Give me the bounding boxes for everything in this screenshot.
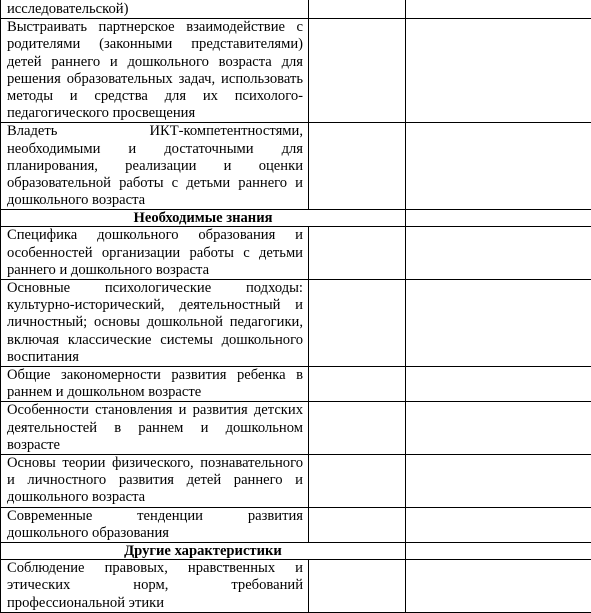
table-row bbox=[1, 280, 591, 367]
section-header: Необходимые знания bbox=[1, 210, 406, 227]
empty-cell bbox=[309, 227, 406, 280]
table-row bbox=[1, 402, 591, 455]
requirement-cell: Особенности становления и развития детских деятельностей в раннем и дошкольном возрасте bbox=[1, 402, 309, 455]
requirement-cell: Специфика дошкольного образования и особенностей организации работы с детьми раннего и дошкольного возраста bbox=[1, 227, 309, 280]
table-row bbox=[1, 507, 591, 542]
requirement-cell: Выстраивать партнерское взаимодействие с родителями (законными представителями) детей раннего и дошкольного возраста для решения образовательных задач, использовать методы и средства для их психолого-педагогического просвещения bbox=[1, 19, 309, 123]
empty-cell bbox=[406, 123, 591, 210]
section-header-row bbox=[1, 543, 591, 560]
empty-cell bbox=[406, 0, 591, 19]
empty-cell bbox=[309, 123, 406, 210]
empty-cell bbox=[309, 560, 406, 613]
empty-cell bbox=[406, 560, 591, 613]
table-row bbox=[1, 560, 591, 613]
empty-cell bbox=[406, 367, 591, 402]
empty-cell bbox=[309, 280, 406, 367]
requirement-cell: исследовательской) bbox=[1, 0, 309, 19]
empty-cell bbox=[406, 543, 591, 560]
table-row bbox=[1, 227, 591, 280]
table-row bbox=[1, 0, 591, 19]
empty-cell bbox=[406, 227, 591, 280]
empty-cell bbox=[309, 19, 406, 123]
empty-cell bbox=[309, 0, 406, 19]
requirement-cell: Современные тенденции развития дошкольного образования bbox=[1, 507, 309, 542]
table-row bbox=[1, 455, 591, 508]
empty-cell bbox=[406, 455, 591, 508]
empty-cell bbox=[309, 367, 406, 402]
empty-cell bbox=[406, 402, 591, 455]
empty-cell bbox=[406, 19, 591, 123]
table-row bbox=[1, 367, 591, 402]
requirement-cell: Соблюдение правовых, нравственных и этических норм, требований профессиональной этики bbox=[1, 560, 309, 613]
requirement-cell: Основы теории физического, познавательного и личностного развития детей раннего и дошкольного возраста bbox=[1, 455, 309, 508]
empty-cell bbox=[406, 280, 591, 367]
empty-cell bbox=[406, 210, 591, 227]
requirement-cell: Основные психологические подходы: культурно-исторический, деятельностный и личностный; основы дошкольной педагогики, включая классические системы дошкольного воспитания bbox=[1, 280, 309, 367]
requirement-cell: Общие закономерности развития ребенка в раннем и дошкольном возрасте bbox=[1, 367, 309, 402]
empty-cell bbox=[309, 455, 406, 508]
empty-cell bbox=[309, 507, 406, 542]
section-header: Другие характеристики bbox=[1, 543, 406, 560]
table-row bbox=[1, 19, 591, 123]
requirement-cell: Владеть ИКТ-компетентностями, необходимыми и достаточными для планирования, реализации и оценки образовательной работы с детьми раннего и дошкольного возраста bbox=[1, 123, 309, 210]
table-row bbox=[1, 123, 591, 210]
empty-cell bbox=[309, 402, 406, 455]
section-header-row bbox=[1, 210, 591, 227]
empty-cell bbox=[406, 507, 591, 542]
